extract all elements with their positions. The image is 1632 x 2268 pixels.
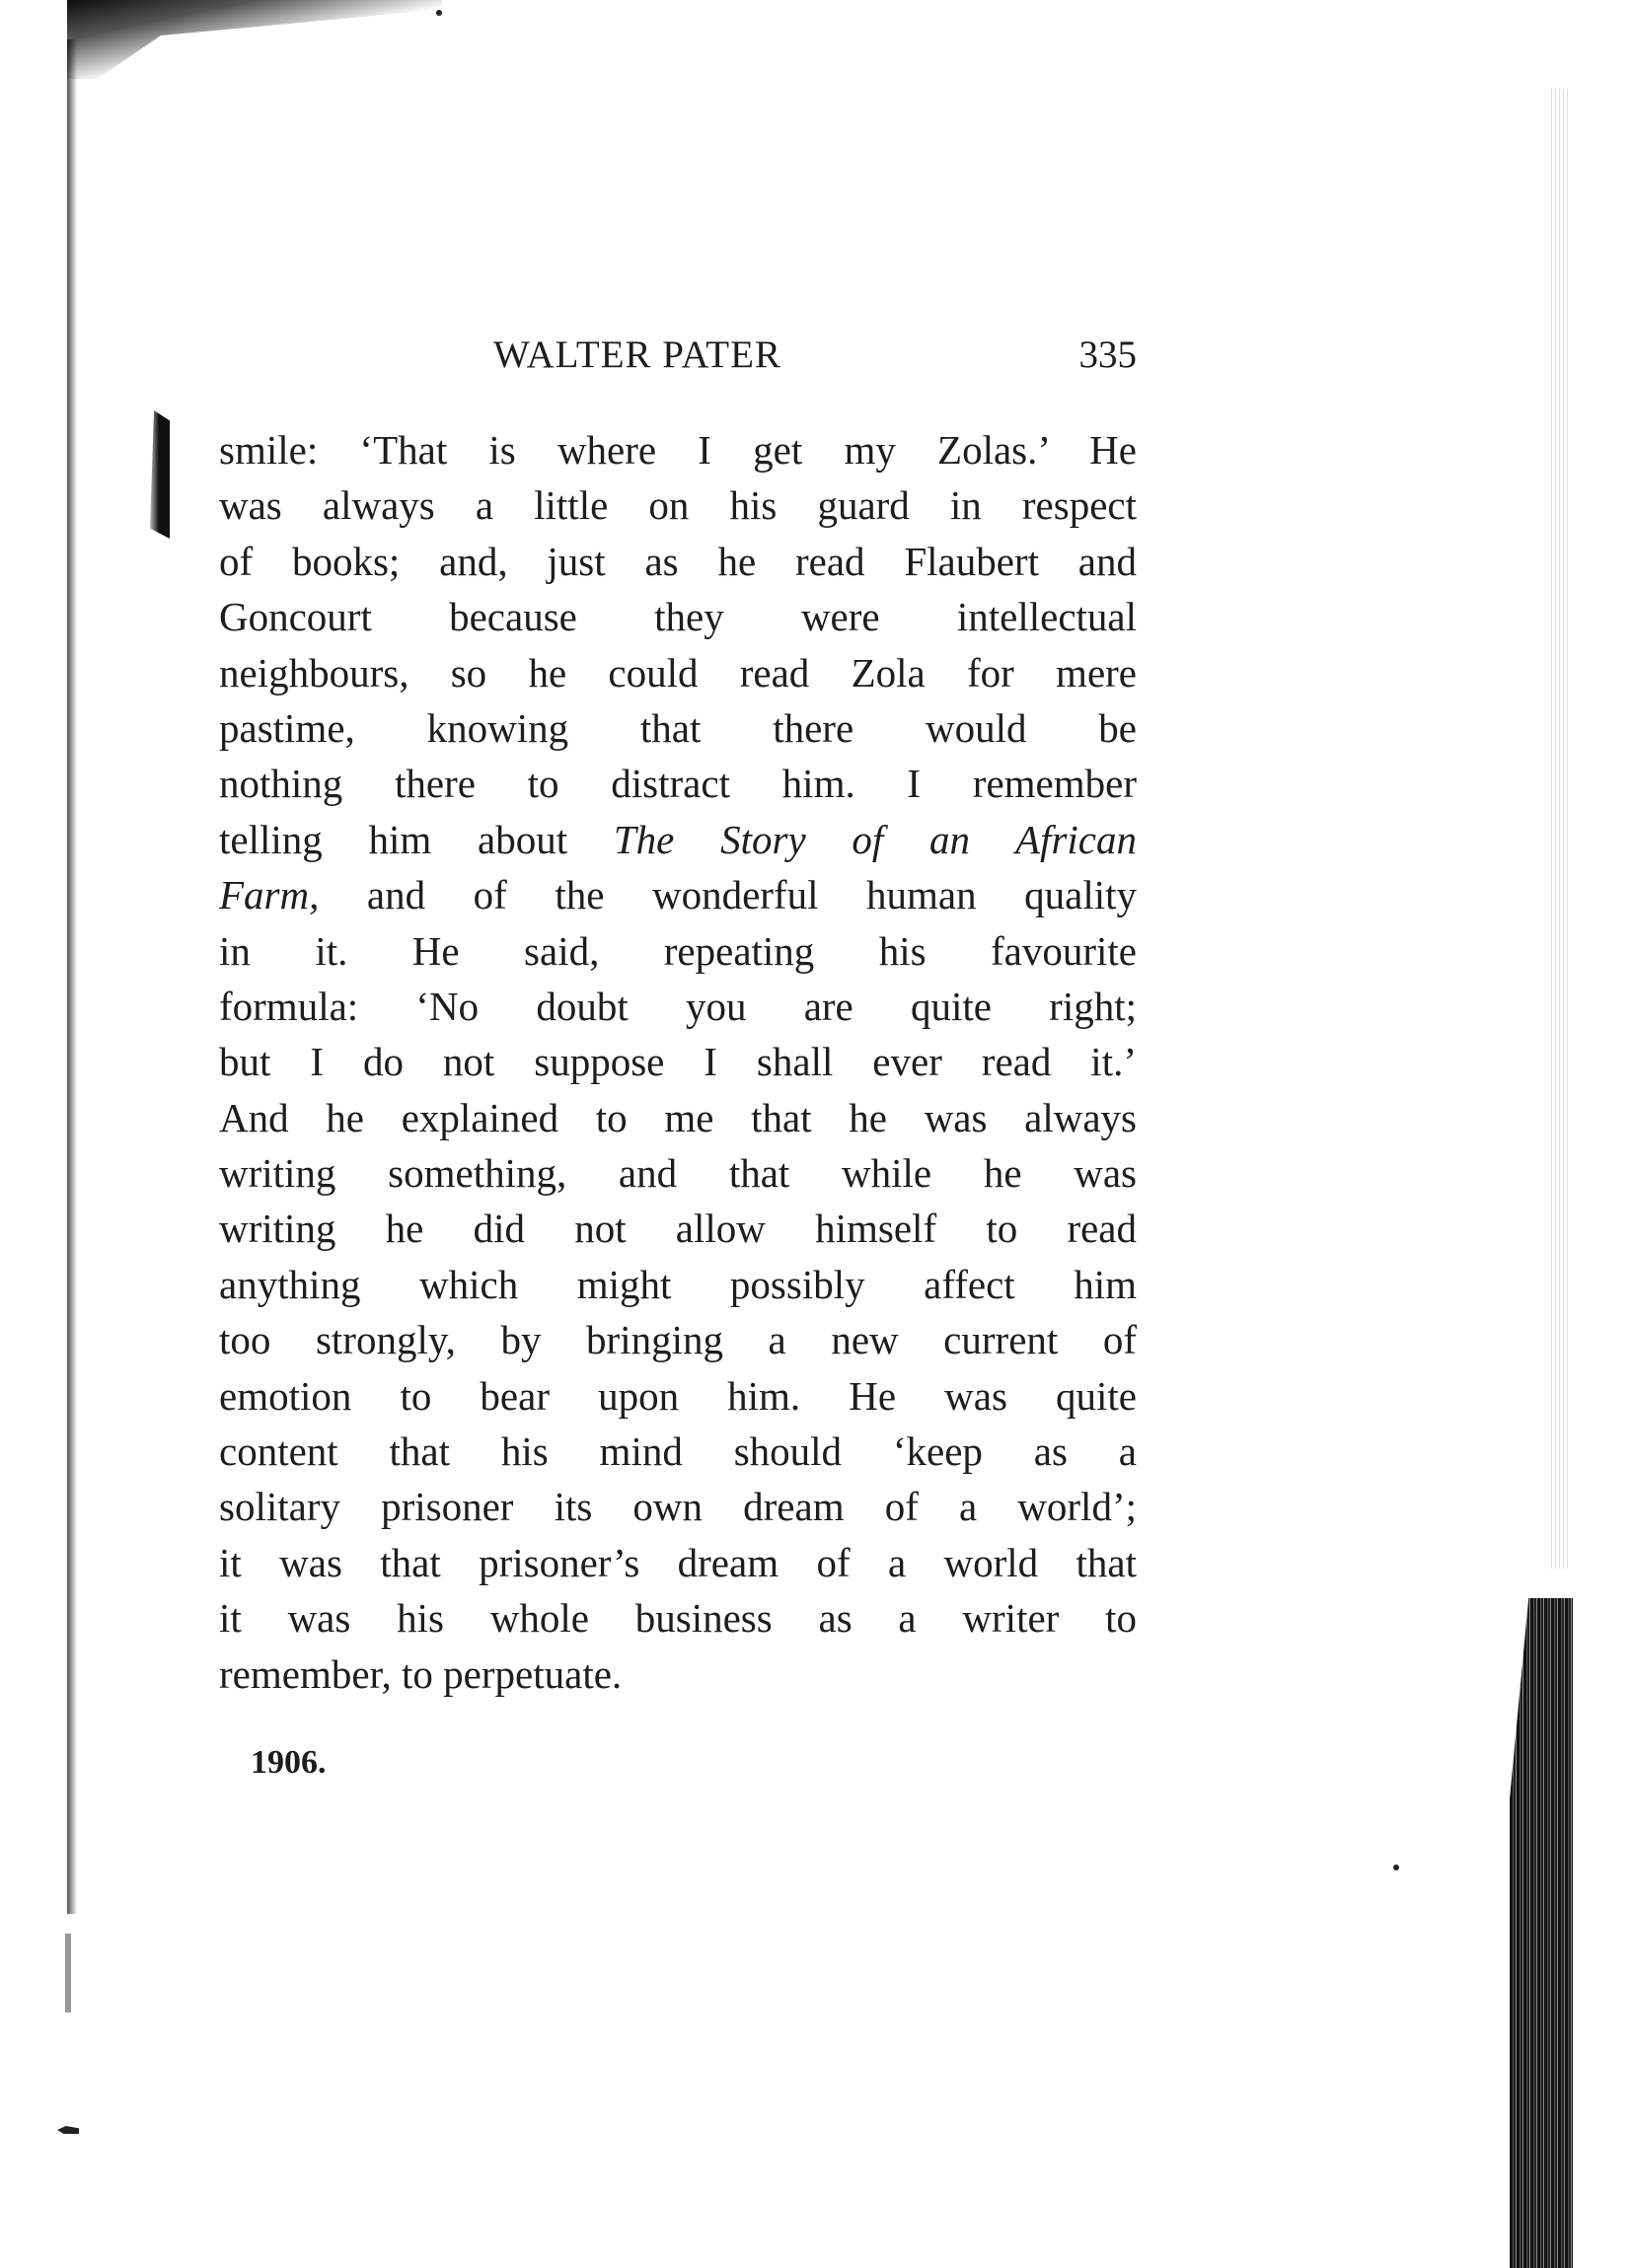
text-line: content that his mind should ‘keep as a xyxy=(219,1428,1137,1475)
text-line xyxy=(219,867,1137,922)
text-line: it was that prisoner’s dream of a world that xyxy=(219,1539,1137,1585)
text-line: Goncourt because they were intellectual xyxy=(219,594,1137,640)
running-title: WALTER PATER xyxy=(493,333,781,376)
scan-left-edge-shadow xyxy=(67,39,77,1914)
text-line: nothing there to distract him. I remember xyxy=(219,761,1137,807)
text-line: writing he did not allow himself to read xyxy=(219,1206,1137,1252)
text-run: telling him about xyxy=(219,816,614,862)
text-line xyxy=(219,812,1137,867)
essay-date: 1906. xyxy=(251,1744,327,1781)
page-number: 335 xyxy=(1078,333,1137,376)
text-line: of books; and, just as he read Flaubert and xyxy=(219,538,1137,584)
margin-ink-mark xyxy=(150,410,170,539)
book-title-italic: The Story of an African xyxy=(613,816,1137,862)
text-line: too strongly, by bringing a new current of xyxy=(219,1317,1137,1363)
body-text xyxy=(219,422,1137,1702)
book-title-italic: Farm, xyxy=(219,872,320,918)
scan-left-edge-fragment xyxy=(65,1934,71,2012)
text-line: was always a little on his guard in respect xyxy=(219,482,1137,529)
running-header xyxy=(219,326,1137,385)
ink-dot xyxy=(1393,1865,1399,1870)
scan-right-edge-shadow xyxy=(1510,1598,1573,2268)
text-line: it was his whole business as a writer to xyxy=(219,1595,1137,1642)
text-line: writing something, and that while he was xyxy=(219,1150,1137,1197)
text-line: remember, to perpetuate. xyxy=(219,1650,623,1697)
text-line: pastime, knowing that there would be xyxy=(219,704,1137,751)
text-line: in it. He said, repeating his favourite xyxy=(219,927,1137,974)
ink-smudge xyxy=(57,2126,79,2134)
text-run: and of the wonderful human quality xyxy=(319,872,1137,918)
text-line: emotion to bear upon him. He was quite xyxy=(219,1372,1137,1419)
text-line: smile: ‘That is where I get my Zolas.’ He xyxy=(219,427,1137,473)
text-line: but I do not suppose I shall ever read it.’ xyxy=(219,1039,1137,1085)
ink-dot xyxy=(436,10,442,16)
text-line: formula: ‘No doubt you are quite right; xyxy=(219,983,1137,1029)
text-line: And he explained to me that he was always xyxy=(219,1094,1137,1140)
text-line: solitary prisoner its own dream of a world’; xyxy=(219,1484,1137,1530)
scan-corner-shadow xyxy=(67,0,442,79)
text-line: anything which might possibly affect him xyxy=(219,1261,1137,1307)
text-line: neighbours, so he could read Zola for mere xyxy=(219,649,1137,695)
scan-right-edge-lines xyxy=(1551,89,1569,1569)
